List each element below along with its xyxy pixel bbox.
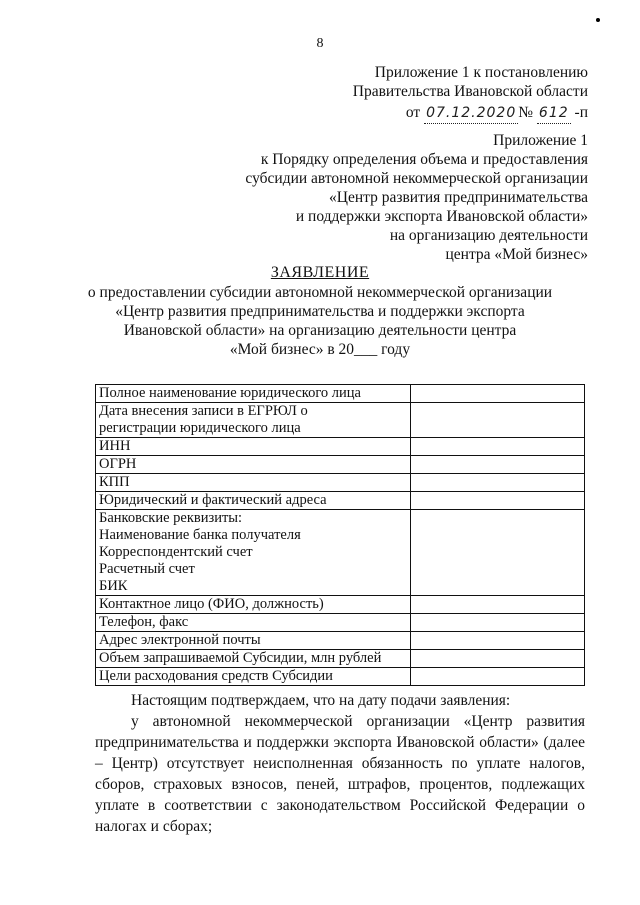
- field-label: Контактное лицо (ФИО, должность): [99, 596, 324, 612]
- statement-title-wrap: [0, 263, 640, 282]
- field-label-cell: [96, 403, 411, 438]
- appendix-line: и поддержки экспорта Ивановской области»: [295, 208, 588, 225]
- table-row: [96, 492, 585, 510]
- field-label-cell: [96, 474, 411, 492]
- field-label-cell: [96, 668, 411, 686]
- field-label-cell: [96, 596, 411, 614]
- field-label: Корреспондентский счет: [99, 544, 253, 560]
- table-row: [96, 403, 585, 438]
- handwritten-date: 07.12.2020: [424, 104, 518, 124]
- field-label: Адрес электронной почты: [99, 632, 261, 648]
- field-label-cell: [96, 456, 411, 474]
- field-value-cell: [411, 438, 585, 456]
- table-body: [96, 385, 585, 686]
- field-value-cell: [411, 668, 585, 686]
- body-text: [95, 690, 585, 837]
- appendix-line: «Центр развития предпринимательства: [329, 189, 588, 206]
- field-label: Наименование банка получателя: [99, 527, 301, 543]
- field-label-cell: [96, 385, 411, 403]
- field-label-cell: [96, 510, 411, 596]
- appendix-line: субсидии автономной некоммерческой организации: [245, 170, 588, 187]
- field-label-cell: [96, 614, 411, 632]
- field-label-cell: [96, 650, 411, 668]
- handwritten-number: 612: [537, 104, 571, 124]
- field-label: Полное наименование юридического лица: [99, 385, 361, 401]
- appendix-line: Приложение 1: [493, 132, 588, 149]
- field-value-cell: [411, 403, 585, 438]
- from-label: от: [405, 104, 421, 121]
- field-value-cell: [411, 492, 585, 510]
- approval-date-line: [353, 103, 588, 124]
- subtitle-line: «Центр развития предпринимательства и поддержки экспорта: [115, 303, 525, 320]
- table-row: [96, 438, 585, 456]
- table-row: [96, 632, 585, 650]
- table-row: [96, 614, 585, 632]
- confirm-paragraph: Настоящим подтверждаем, что на дату подачи заявления:: [131, 692, 511, 709]
- field-label: Расчетный счет: [99, 561, 195, 577]
- field-value-cell: [411, 385, 585, 403]
- field-label: ОГРН: [99, 456, 137, 472]
- table-row: [96, 474, 585, 492]
- statement-title: ЗАЯВЛЕНИЕ: [270, 264, 370, 281]
- field-label: Банковские реквизиты:: [99, 510, 243, 526]
- field-value-cell: [411, 650, 585, 668]
- clause-paragraph: у автономной некоммерческой организации «Центр развития предпринимательства и поддержки экспорта Ивановской области» (далее – Центр) отсутствует неисполненная обязанность по уплате налогов, сборов, страховых взносов, пеней, штрафов, процентов, подлежащих уплате в соответствии с законодательством Российской Федерации о налогах и сборах;: [95, 713, 585, 835]
- statement-subtitle: [0, 283, 640, 359]
- field-label: Объем запрашиваемой Субсидии, млн рублей: [99, 650, 382, 666]
- table-row: [96, 596, 585, 614]
- subtitle-line: «Мой бизнес» в 20___ году: [229, 341, 411, 358]
- approval-block: [353, 63, 588, 124]
- application-table: [95, 384, 585, 686]
- field-value-cell: [411, 614, 585, 632]
- field-label: Цели расходования средств Субсидии: [99, 668, 333, 684]
- appendix-block: [245, 131, 588, 264]
- table-row: [96, 456, 585, 474]
- field-value-cell: [411, 596, 585, 614]
- field-label: БИК: [99, 578, 128, 594]
- field-value-cell: [411, 456, 585, 474]
- number-label: №: [518, 104, 534, 121]
- field-label: ИНН: [99, 438, 131, 454]
- approval-line-1: Приложение 1 к постановлению: [374, 64, 588, 81]
- subtitle-line: Ивановской области» на организацию деятельности центра: [123, 322, 517, 339]
- appendix-line: на организацию деятельности: [389, 227, 588, 244]
- field-value-cell: [411, 510, 585, 596]
- table-row: [96, 650, 585, 668]
- field-label: Юридический и фактический адреса: [99, 492, 327, 508]
- field-label-cell: [96, 438, 411, 456]
- field-label: КПП: [99, 474, 130, 490]
- number-suffix: -п: [574, 104, 588, 121]
- field-value-cell: [411, 632, 585, 650]
- scan-dot: [596, 18, 600, 22]
- table-row: [96, 385, 585, 403]
- field-value-cell: [411, 474, 585, 492]
- appendix-line: к Порядку определения объема и предоставления: [260, 151, 588, 168]
- appendix-line: центра «Мой бизнес»: [445, 246, 588, 263]
- field-label-cell: [96, 632, 411, 650]
- page-number: 8: [316, 36, 324, 51]
- field-label: Телефон, факс: [99, 614, 189, 630]
- field-label: регистрации юридического лица: [99, 420, 301, 436]
- field-label: Дата внесения записи в ЕГРЮЛ о: [99, 403, 308, 419]
- subtitle-line: о предоставлении субсидии автономной некоммерческой организации: [87, 284, 553, 301]
- field-label-cell: [96, 492, 411, 510]
- table-row: [96, 510, 585, 596]
- table-row: [96, 668, 585, 686]
- approval-line-2: Правительства Ивановской области: [352, 83, 588, 100]
